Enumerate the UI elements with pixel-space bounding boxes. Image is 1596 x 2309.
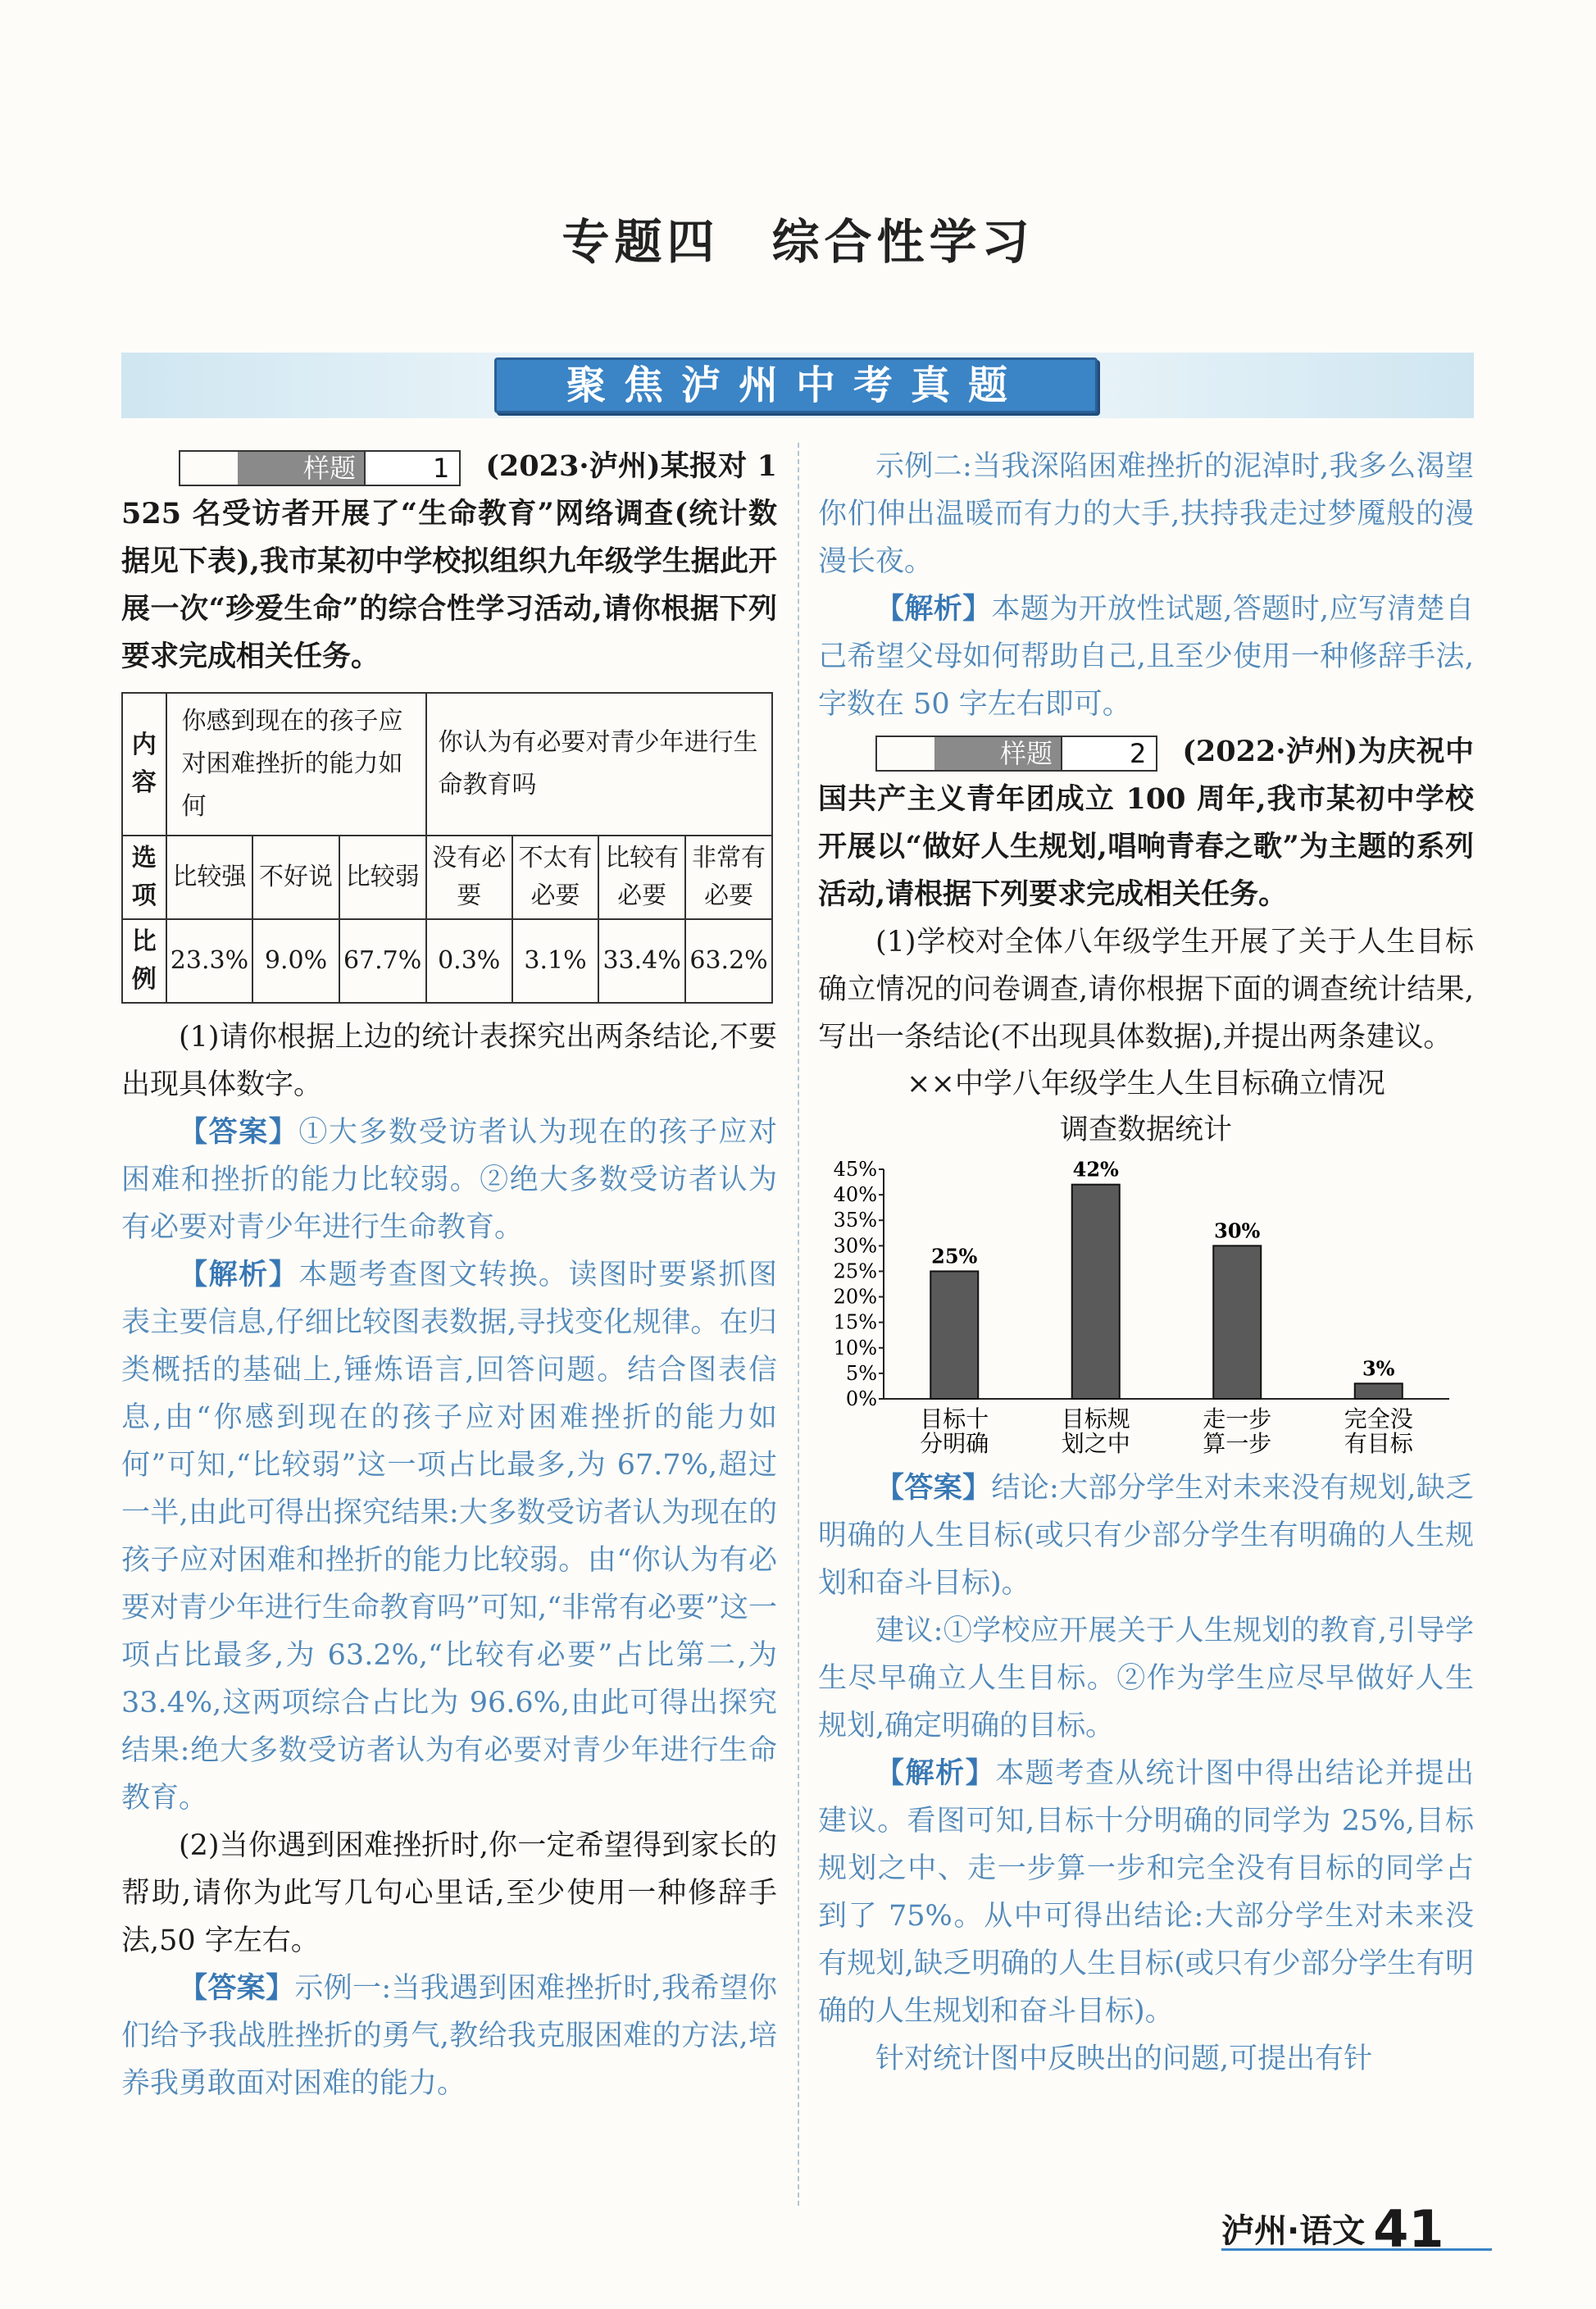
chart-title-line2: 调查数据统计 (1059, 1114, 1232, 1146)
column-divider (798, 443, 799, 2206)
table-option-cell: 不太有必要 (512, 836, 598, 919)
sample1-explain2: 【解析】本题为开放性试题,答题时,应写清楚自己希望父母如何帮助自己,且至少使用一种修辞手法,字数在 50 字左右即可。 (818, 592, 1474, 721)
table-ratio-cell: 63.2% (685, 919, 772, 1003)
section-banner (121, 353, 1474, 418)
y-tick-label: 0% (845, 1387, 877, 1410)
x-tick-label: 划之中 (1061, 1430, 1130, 1457)
x-tick-label: 目标规 (1061, 1405, 1130, 1432)
page-title: 专题四 综合性学习 (562, 214, 1034, 270)
page-footer (1221, 2199, 1444, 2259)
sample1-answer2: 【答案】示例一:当我遇到困难挫折时,我希望你们给予我战胜挫折的勇气,教给我克服困难的方法,培养我勇敢面对困难的能力。 (121, 1971, 777, 2100)
bar (1355, 1383, 1403, 1399)
bar-chart (818, 1153, 1474, 1464)
y-tick-label: 30% (833, 1234, 877, 1258)
sample2-suggestion: 建议:①学校应开展关于人生规划的教育,引导学生尽早确立人生目标。②作为学生应尽早做好人生规划,确定明确的目标。 (818, 1614, 1474, 1742)
x-tick-label: 完全没 (1344, 1405, 1413, 1432)
sample2-q1: (1)学校对全体八年级学生开展了关于人生目标确立情况的问卷调查,请你根据下面的调查统计结果,写出一条结论(不出现具体数据),并提出两条建议。 (818, 926, 1474, 1054)
survey-table (121, 692, 773, 1004)
y-tick-label: 45% (833, 1158, 877, 1181)
table-ratio-cell: 67.7% (339, 919, 426, 1003)
table-option-cell: 比较强 (166, 836, 253, 919)
bar-value-label: 3% (1362, 1356, 1395, 1381)
x-tick-label: 目标十 (920, 1405, 989, 1432)
table-option-cell: 非常有必要 (685, 836, 772, 919)
table-header-options: 选项 (122, 836, 166, 919)
page-number: 41 (1373, 2199, 1444, 2259)
table-option-cell: 比较弱 (339, 836, 426, 919)
sample2-explain: 【解析】本题考查从统计图中得出结论并提出建议。看图可知,目标十分明确的同学为 25%,目标规划之中、走一步算一步和完全没有目标的同学占到了 75%。从中可得出结论:大部分学生对未来没有规划,缺乏明确的人生目标(或只有少部分学生有明确的人生规划和奋斗目标)。 (818, 1756, 1474, 2028)
table-option-cell: 比较有必要 (598, 836, 685, 919)
table-header-content: 内容 (122, 693, 166, 836)
y-tick-label: 5% (845, 1361, 877, 1385)
table-ratio-cell: 23.3% (166, 919, 253, 1003)
table-question-2: 你认为有必要对青少年进行生命教育吗 (426, 693, 772, 836)
footer-label: 泸州·语文 (1221, 2212, 1366, 2250)
right-column (818, 443, 1474, 2083)
x-tick-label: 走一步 (1203, 1405, 1272, 1432)
bar-value-label: 25% (931, 1244, 978, 1268)
sample1-q2: (2)当你遇到困难挫折时,你一定希望得到家长的帮助,请你为此写几句心里话,至少使用一种修辞手法,50 字左右。 (121, 1829, 777, 1957)
table-ratio-cell: 33.4% (598, 919, 685, 1003)
sample2-explain-tail: 针对统计图中反映出的问题,可提出有针 (875, 2043, 1373, 2075)
y-tick-label: 10% (833, 1336, 877, 1359)
table-ratio-cell: 9.0% (252, 919, 339, 1003)
table-option-cell: 没有必要 (426, 836, 512, 919)
y-tick-label: 20% (833, 1285, 877, 1309)
sample1-badge: 样题 1 (179, 450, 461, 486)
table-header-ratio: 比例 (122, 919, 166, 1003)
x-tick-label: 有目标 (1344, 1430, 1413, 1457)
y-tick-label: 35% (833, 1209, 877, 1232)
sample1-answer2-example2: 示例二:当我深陷困难挫折的泥淖时,我多么渴望你们伸出温暖而有力的大手,扶持我走过梦魇般的漫漫长夜。 (818, 450, 1474, 578)
sample2-intro: 样题 2 (2022·泸州)为庆祝中国共产主义青年团成立 100 周年,我市某初中学校开展以“做好人生规划,唱响青春之歌”为主题的系列活动,请根据下列要求完成相关任务。 (818, 735, 1474, 911)
x-tick-label: 算一步 (1203, 1430, 1272, 1457)
x-tick-label: 分明确 (920, 1430, 989, 1457)
bar (1072, 1185, 1120, 1399)
y-tick-label: 15% (833, 1310, 877, 1334)
bar (1213, 1246, 1261, 1399)
table-option-cell: 不好说 (252, 836, 339, 919)
y-tick-label: 40% (833, 1183, 877, 1207)
sample1-intro: 样题 1 (2023·泸州)某报对 1 525 名受访者开展了“生命教育”网络调查(统计数据见下表),我市某初中学校拟组织九年级学生据此开展一次“珍爱生命”的综合性学习活动,请你根据下列要求完成相关任务。 (121, 449, 777, 673)
table-ratio-cell: 0.3% (426, 919, 512, 1003)
left-column (121, 443, 777, 2107)
sample1-explain1: 【解析】本题考查图文转换。读图时要紧抓图表主要信息,仔细比较图表数据,寻找变化规律。在归类概括的基础上,锤炼语言,回答问题。结合图表信息,由“你感到现在的孩子应对困难挫折的能力如何”可知,“比较弱”这一项占比最多,为 67.7%,超过一半,由此可得出探究结果:大多数受访者认为现在的孩子应对困难和挫折的能力比较弱。由“你认为有必要对青少年进行生命教育吗”可知,“非常有必要”这一项占比最多,为 63.2%,“比较有必要”占比第二,为 33.4%,这两项综合占比为 96.6%,由此可得出探究结果:绝大多数受访者认为有必要对青少年进行生命教育。 (121, 1258, 777, 1815)
sample2-badge: 样题 2 (875, 736, 1157, 772)
bar-value-label: 42% (1072, 1157, 1119, 1182)
sample1-q1: (1)请你根据上边的统计表探究出两条结论,不要出现具体数字。 (121, 1021, 777, 1101)
table-question-1: 你感到现在的孩子应对困难挫折的能力如何 (166, 693, 426, 836)
bar-value-label: 30% (1214, 1218, 1261, 1243)
sample2-answer: 【答案】结论:大部分学生对未来没有规划,缺乏明确的人生目标(或只有少部分学生有明确的人生规划和奋斗目标)。 (818, 1471, 1474, 1600)
sample1-answer1: 【答案】①大多数受访者认为现在的孩子应对困难和挫折的能力比较弱。②绝大多数受访者认为有必要对青少年进行生命教育。 (121, 1115, 777, 1244)
chart-title-line1: ××中学八年级学生人生目标确立情况 (907, 1068, 1385, 1100)
bar (930, 1271, 978, 1399)
section-banner-label: 聚焦泸州中考真题 (494, 358, 1098, 413)
y-tick-label: 25% (833, 1259, 877, 1283)
table-ratio-cell: 3.1% (512, 919, 598, 1003)
